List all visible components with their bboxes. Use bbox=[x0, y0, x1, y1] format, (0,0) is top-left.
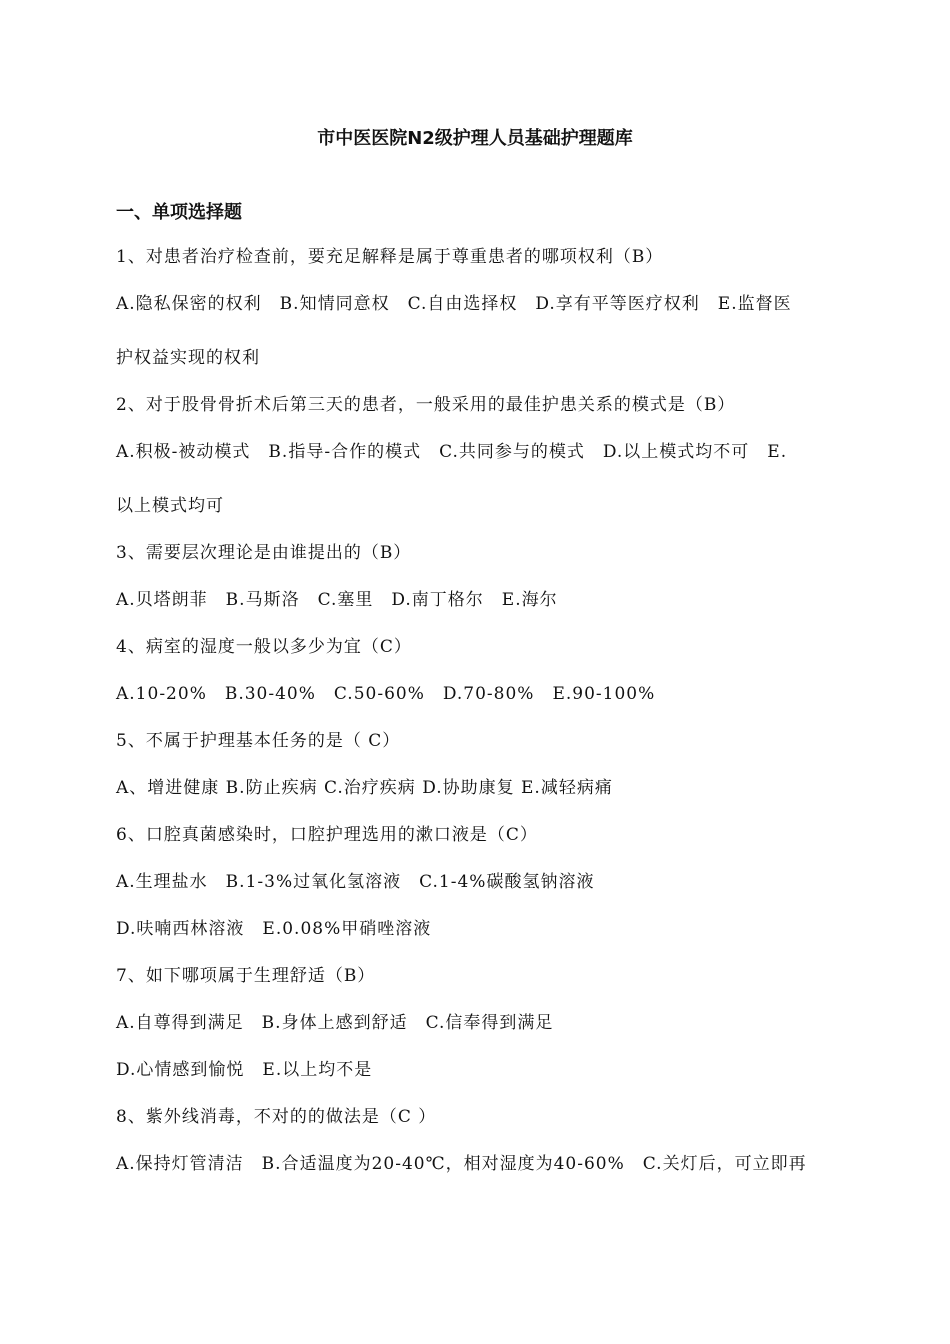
question-2: 2、对于股骨骨折术后第三天的患者，一般采用的最佳护患关系的模式是（B） bbox=[116, 395, 736, 415]
question-5: 5、不属于护理基本任务的是（ C） bbox=[116, 731, 401, 751]
question-6-options-cont: D.呋喃西林溶液 E.0.08%甲硝唑溶液 bbox=[116, 919, 432, 939]
question-7-options: A.自尊得到满足 B.身体上感到舒适 C.信奉得到满足 bbox=[116, 1013, 554, 1033]
question-7: 7、如下哪项属于生理舒适（B） bbox=[116, 966, 376, 986]
question-2-options-cont: 以上模式均可 bbox=[116, 496, 224, 516]
question-1-options: A.隐私保密的权利 B.知情同意权 C.自由选择权 D.享有平等医疗权利 E.监督医 bbox=[116, 294, 792, 314]
question-8: 8、紫外线消毒，不对的的做法是（C ） bbox=[116, 1107, 437, 1127]
question-3-options: A.贝塔朗菲 B.马斯洛 C.塞里 D.南丁格尔 E.海尔 bbox=[116, 590, 558, 610]
question-7-options-cont: D.心情感到愉悦 E.以上均不是 bbox=[116, 1060, 373, 1080]
question-1: 1、对患者治疗检查前，要充足解释是属于尊重患者的哪项权利（B） bbox=[116, 247, 664, 267]
question-6: 6、口腔真菌感染时，口腔护理选用的漱口液是（C） bbox=[116, 825, 538, 845]
question-2-options: A.积极-被动模式 B.指导-合作的模式 C.共同参与的模式 D.以上模式均不可 E. bbox=[116, 442, 788, 462]
question-6-options: A.生理盐水 B.1-3%过氧化氢溶液 C.1-4%碳酸氢钠溶液 bbox=[116, 872, 595, 892]
question-4-options: A.10-20% B.30-40% C.50-60% D.70-80% E.90-100% bbox=[116, 684, 656, 704]
document-title: 市中医医院N2级护理人员基础护理题库 bbox=[317, 128, 633, 149]
question-5-options: A、增进健康 B.防止疾病 C.治疗疾病 D.协助康复 E.减轻病痛 bbox=[116, 778, 613, 798]
section-heading: 一、单项选择题 bbox=[116, 202, 242, 223]
question-3: 3、需要层次理论是由谁提出的（B） bbox=[116, 543, 412, 563]
question-1-options-cont: 护权益实现的权利 bbox=[116, 348, 260, 368]
question-4: 4、病室的湿度一般以多少为宜（C） bbox=[116, 637, 412, 657]
question-8-options: A.保持灯管清洁 B.合适温度为20-40℃，相对湿度为40-60% C.关灯后，可立即再 bbox=[116, 1154, 807, 1174]
